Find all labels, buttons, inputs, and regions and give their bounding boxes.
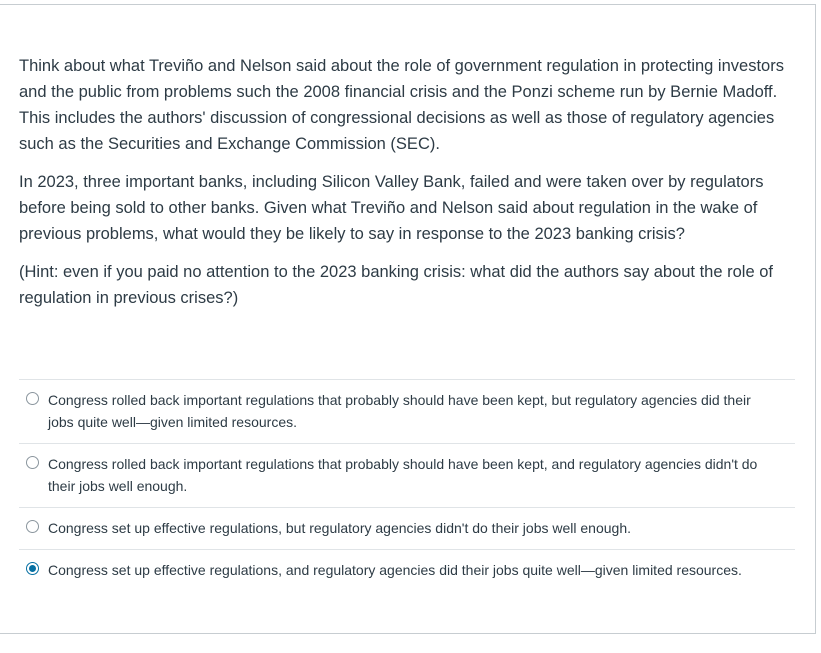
radio-button-1[interactable] xyxy=(26,392,39,405)
answer-list xyxy=(19,379,795,611)
answer-label-4: Congress set up effective regulations, and regulatory agencies did their jobs quite well—given limited resources. xyxy=(48,562,742,578)
question-paragraph-2: In 2023, three important banks, including Silicon Valley Bank, failed and were taken over by regulators before being sold to other banks. Given what Treviño and Nelson said about regulation in the wake of previous problems, what would they be likely to say in response to the 2023 banking crisis? xyxy=(19,173,764,243)
question-text xyxy=(19,53,789,323)
answer-label-2: Congress rolled back important regulations that probably should have been kept, and regulatory agencies didn't do their jobs well enough. xyxy=(48,456,758,494)
radio-button-2[interactable] xyxy=(26,456,39,469)
radio-button-3[interactable] xyxy=(26,520,39,533)
question-hint: (Hint: even if you paid no attention to the 2023 banking crisis: what did the authors say about the role of regulation in previous crises?) xyxy=(19,263,773,307)
answer-option-2[interactable] xyxy=(19,443,795,507)
answer-label-1: Congress rolled back important regulations that probably should have been kept, but regulatory agencies did their jobs quite well—given limited resources. xyxy=(48,392,751,430)
question-paragraph-1: Think about what Treviño and Nelson said about the role of government regulation in protecting investors and the public from problems such the 2008 financial crisis and the Ponzi scheme run by Bernie Madoff. This includes the authors' discussion of congressional decisions as well as those of regulatory agencies such as the Securities and Exchange Commission (SEC). xyxy=(19,57,784,153)
answer-option-3[interactable] xyxy=(19,507,795,549)
radio-button-4[interactable] xyxy=(26,562,39,575)
answer-option-4[interactable] xyxy=(19,549,795,611)
answer-label-3: Congress set up effective regulations, but regulatory agencies didn't do their jobs well enough. xyxy=(48,520,631,536)
answer-option-1[interactable] xyxy=(19,379,795,443)
